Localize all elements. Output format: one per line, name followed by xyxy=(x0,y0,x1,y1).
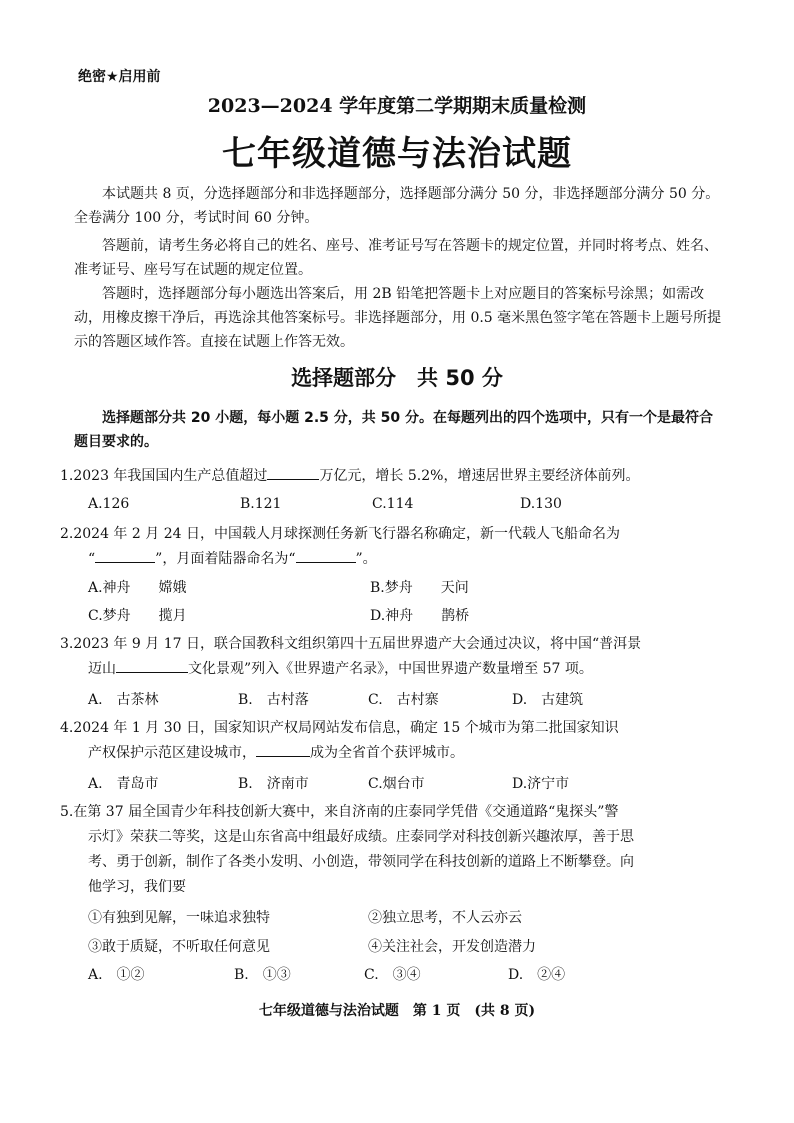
q5-statement-3: ③敢于质疑，不听取任何意见 xyxy=(88,939,270,955)
question-2: 2.2024 年 2 月 24 日，中国载人月球探测任务新飞行器名称确定，新一代载人飞船命名为 “ ”，月面着陆器命名为“ ”。 xyxy=(60,526,620,567)
q3-option-c: C. 古村寨 xyxy=(368,692,439,708)
question-1: 1.2023 年我国国内生产总值超过 万亿元，增长 5.2%，增速居世界主要经济体前列。 xyxy=(60,464,730,489)
q2-option-c: C.梦舟 揽月 xyxy=(88,608,187,624)
answer-blank xyxy=(296,548,356,563)
page-footer: 七年级道德与法治试题 第 1 页 (共 8 页) xyxy=(258,1003,536,1019)
section-title: 选择题部分 共 50 分 xyxy=(291,366,503,390)
answer-blank xyxy=(116,658,188,673)
question-4: 4.2024 年 1 月 30 日，国家知识产权局网站发布信息，确定 15 个城市为第二批国家知识 产权保护示范区建设城市， 成为全省首个获评城市。 xyxy=(60,720,619,761)
q5-statement-4: ④关注社会，开发创造潜力 xyxy=(368,939,536,955)
q5-statement-2: ②独立思考，不人云亦云 xyxy=(368,910,522,926)
q4-option-a: A. 青岛市 xyxy=(88,776,159,792)
q1-option-a: A.126 xyxy=(88,496,130,512)
question-3: 3.2023 年 9 月 17 日，联合国教科文组织第四十五届世界遗产大会通过决议，将中国“普洱景 迈山 文化景观”列入《世界遗产名录》，中国世界遗产数量增至 57 项。 xyxy=(60,636,642,677)
q5-option-b: B. ①③ xyxy=(234,967,291,983)
instruction-1: 本试题共 8 页，分选择题部分和非选择题部分，选择题部分满分 50 分，非选择题部分满分 50 分。全卷满分 100 分，考试时间 60 分钟。 xyxy=(74,186,720,226)
q3-option-b: B. 古村落 xyxy=(238,692,309,708)
q4-option-c: C.烟台市 xyxy=(368,776,425,792)
q2-option-a: A.神舟 嫦娥 xyxy=(88,580,187,596)
q5-option-a: A. ①② xyxy=(88,967,145,983)
answer-blank xyxy=(95,548,155,563)
secret-label: 绝密★启用前 xyxy=(78,69,161,85)
q2-option-b: B.梦舟 天问 xyxy=(370,580,469,596)
question-5: 5.在第 37 届全国青少年科技创新大赛中，来自济南的庄泰同学凭借《交通道路“鬼探头”警 示灯》荣获二等奖，这是山东省高中组最好成绩。庄泰同学对科技创新兴趣浓厚，善于思 考、勇于创新，制作了各类小发明、小创造，带领同学在科技创新的道路上不断攀登。向 他学习，我们要 xyxy=(60,804,634,895)
q2-option-d: D.神舟 鹊桥 xyxy=(370,608,470,624)
q4-option-b: B. 济南市 xyxy=(238,776,309,792)
instruction-3: 答题时，选择题部分每小题选出答案后，用 2B 铅笔把答题卡上对应题目的答案标号涂黑；如需改动，用橡皮擦干净后，再选涂其他答案标号。非选择题部分，用 0.5 毫米黑色签字笔在答题卡上题号所提示的答题区域作答。直接在试题上作答无效。 xyxy=(74,286,722,350)
q5-option-d: D. ②④ xyxy=(508,967,566,983)
q5-option-c: C. ③④ xyxy=(364,967,421,983)
q3-option-d: D. 古建筑 xyxy=(512,692,584,708)
exam-subtitle: 2023—2024 学年度第二学期期末质量检测 xyxy=(207,95,587,117)
answer-blank xyxy=(256,742,310,757)
q5-statement-1: ①有独到见解，一味追求独特 xyxy=(88,910,270,926)
q1-option-d: D.130 xyxy=(520,496,562,512)
section-intro: 选择题部分共 20 小题，每小题 2.5 分，共 50 分。在每题列出的四个选项中，只有一个是最符合题目要求的。 xyxy=(74,410,714,450)
exam-title: 七年级道德与法治试题 xyxy=(222,134,572,174)
answer-blank xyxy=(267,465,319,480)
q1-option-b: B.121 xyxy=(240,496,282,512)
q4-option-d: D.济宁市 xyxy=(512,776,570,792)
q3-option-a: A. 古茶林 xyxy=(88,692,159,708)
instruction-2: 答题前，请考生务必将自己的姓名、座号、准考证号写在答题卡的规定位置，并同时将考点、姓名、准考证号、座号写在试题的规定位置。 xyxy=(74,238,718,278)
q1-option-c: C.114 xyxy=(372,496,414,512)
